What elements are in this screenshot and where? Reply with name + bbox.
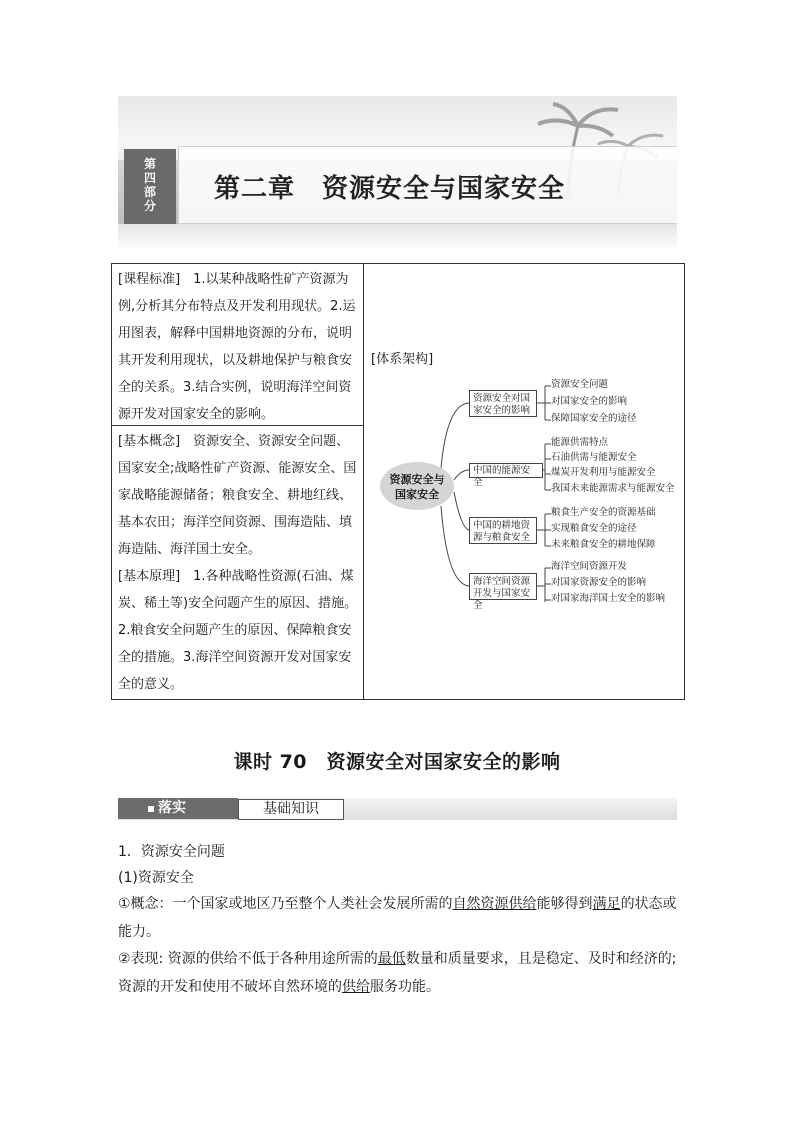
- leaf-item: 对国家海洋国土安全的影响: [551, 593, 666, 604]
- basic-concept-text: 资源安全、资源安全问题、国家安全;战略性矿产资源、能源安全、国家战略能源储备；粮食安全、耕地红线、基本农田；海洋空间资源、围海造陆、填海造陆、海洋国土安全。: [118, 434, 357, 557]
- subheading-resource-security: (1)资源安全: [118, 870, 194, 886]
- branch-label: 中国的能源安全: [473, 465, 531, 488]
- paragraph-concept: [118, 890, 682, 946]
- leaf-item: 对国家安全的影响: [551, 396, 628, 407]
- leaf-item: 资源安全问题: [551, 379, 609, 390]
- text-run: ①概念：一个国家或地区乃至整个人类社会发展所需的: [118, 896, 453, 912]
- section-tag-light: 基础知识: [238, 799, 344, 820]
- part-badge-char: 四: [143, 171, 156, 185]
- outline-table: [111, 263, 685, 700]
- underlined-term: 供给: [342, 979, 370, 995]
- mind-map: [363, 364, 685, 611]
- text-run: 服务功能。: [370, 979, 440, 995]
- text-run: 数量和质量要求，且是稳定、及时和经济的;资源的开发和使用不破坏自然环境的: [118, 951, 677, 995]
- section-tag-dark: [118, 798, 238, 819]
- leaf-item: 实现粮食安全的途径: [551, 523, 637, 534]
- leaf-item: 对国家资源安全的影响: [551, 577, 647, 588]
- part-badge: [124, 149, 176, 224]
- branch-box: [469, 517, 537, 544]
- leaf-item: 煤炭开发利用与能源安全: [551, 467, 656, 478]
- square-bullet-icon: [148, 806, 154, 812]
- course-standard-cell: [112, 264, 363, 426]
- basic-concept-block: [118, 428, 359, 563]
- branch-label: 资源安全对国家安全的影响: [473, 393, 531, 416]
- banner-shadow: [118, 224, 677, 250]
- concept-principle-cell: [112, 426, 363, 698]
- paragraph-manifestation: [118, 945, 682, 1001]
- mind-map-root: [380, 462, 454, 510]
- text-run: ②表现: 资源的供给不低于各种用途所需的: [118, 951, 378, 967]
- text-run: 能够得到: [536, 896, 593, 912]
- branch-box: [469, 390, 537, 417]
- underlined-term: 最低: [377, 951, 406, 967]
- leaf-item: 我国未来能源需求与能源安全: [551, 483, 675, 494]
- leaf-item: 海洋空间资源开发: [551, 561, 628, 572]
- leaf-item: 能源供需特点: [551, 437, 609, 448]
- branch-label: 中国的耕地资源与粮食安全: [473, 520, 531, 543]
- branch-box: [469, 573, 537, 611]
- section-dark-label: 落实: [158, 800, 186, 816]
- part-badge-char: 第: [143, 157, 156, 171]
- branch-label: 海洋空间资源开发与国家安全: [473, 576, 531, 611]
- course-standard-text: 1.以某种战略性矿产资源为例,分析其分布特点及开发利用现状。2.运用图表，解释中国耕地资源的分布，说明其开发利用现状，以及耕地保护与粮食安全的关系。3.结合实例，说明海洋空间资源开发对国家安全的影响。: [118, 272, 356, 422]
- basic-principle-tag: [基本原理]: [118, 569, 181, 584]
- root-label: 资源安全与 国家安全: [389, 473, 445, 501]
- part-badge-char: 分: [143, 199, 156, 213]
- branch-box: [469, 463, 543, 488]
- leaf-item: 石油供需与能源安全: [551, 452, 637, 463]
- underlined-term: 自然资源供给: [452, 896, 537, 912]
- leaf-item: 未来粮食安全的耕地保障: [551, 539, 656, 550]
- basic-principle-block: [118, 563, 359, 698]
- part-badge-char: 部: [143, 185, 156, 199]
- heading-resource-security-issue: 1．资源安全问题: [118, 844, 225, 860]
- architecture-label: [体系架构]: [371, 352, 434, 367]
- leaf-item: 保障国家安全的途径: [551, 413, 637, 424]
- basic-concept-tag: [基本概念]: [118, 434, 181, 449]
- text-run: 的状态或能力。: [118, 896, 677, 940]
- lesson-title: 课时 70 资源安全对国家安全的影响: [233, 751, 561, 773]
- leaf-item: 粮食生产安全的资源基础: [551, 507, 656, 518]
- course-standard-tag: [课程标准]: [118, 272, 181, 287]
- underlined-term: 满足: [592, 896, 621, 912]
- basic-principle-text: 1.各种战略性资源(石油、煤炭、稀土等)安全问题产生的原因、措施。2.粮食安全问题产生的原因、保障粮食安全的措施。3.海洋空间资源开发对国家安全的意义。: [118, 569, 358, 692]
- chapter-title: 第二章 资源安全与国家安全: [214, 174, 566, 204]
